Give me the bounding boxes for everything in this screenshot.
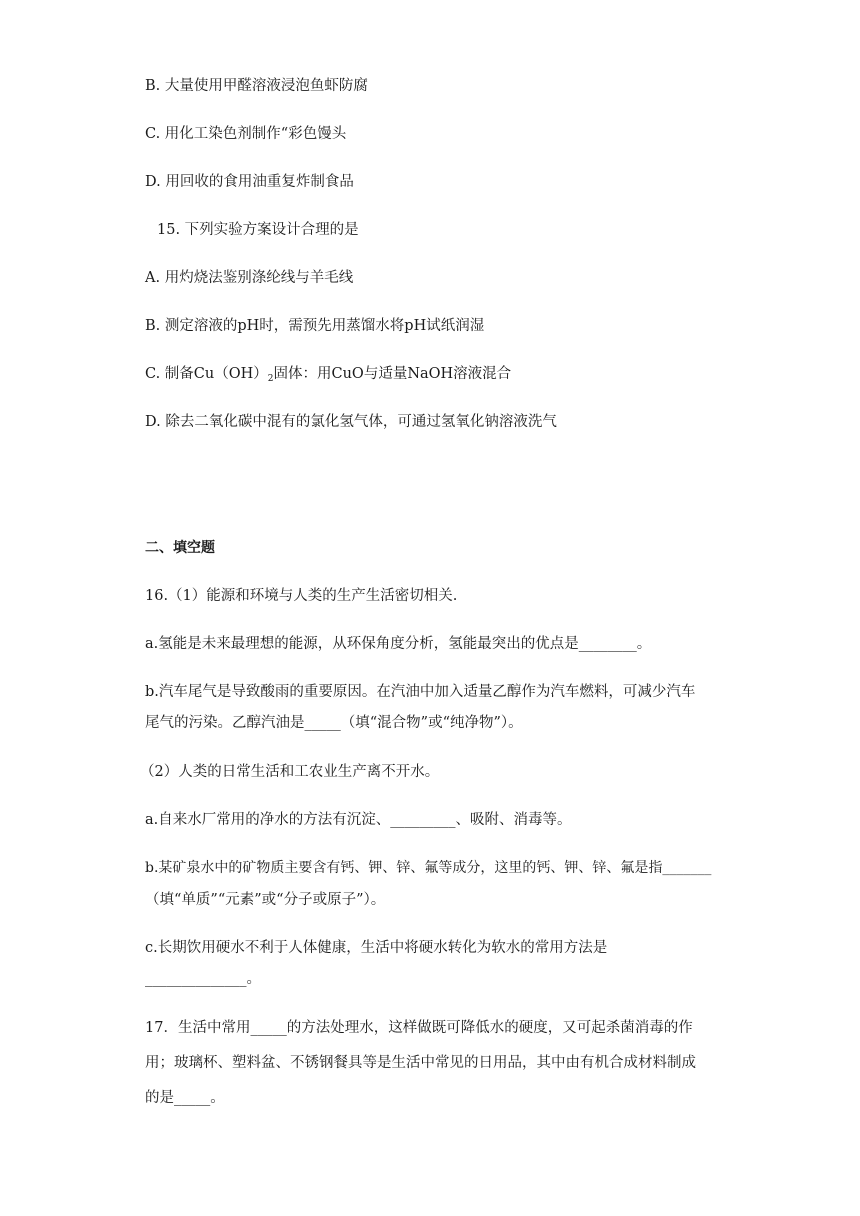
q15-option-c-text-1: C. 制备Cu（OH） (145, 366, 268, 382)
q15-option-a: A. 用灼烧法鉴别涤纶线与羊毛线 (145, 270, 354, 286)
q16-part1-a: a.氢能是未来最理想的能源，从环保角度分析，氢能最突出的优点是________。 (145, 636, 652, 652)
q17-line2: 用；玻璃杯、塑料盆、不锈钢餐具等是生活中常见的日用品，其中由有机合成材料制成 (145, 1055, 696, 1071)
q16-part2: （2）人类的日常生活和工农业生产离不开水。 (140, 764, 440, 780)
q16-part1-b-line2: 尾气的污染。乙醇汽油是_____（填“混合物”或“纯净物”）。 (145, 715, 523, 731)
q15-option-c-text-2: 固体：用CuO与适量NaOH溶液混合 (273, 366, 512, 382)
q15-option-c (145, 364, 725, 389)
q14-option-b: B. 大量使用甲醛溶液浸泡鱼虾防腐 (145, 78, 368, 94)
section-heading: 二、填空题 (145, 540, 215, 556)
q14-option-c: C. 用化工染色剂制作“彩色馒头 (145, 126, 347, 142)
q15-stem: 15. 下列实验方案设计合理的是 (157, 222, 359, 238)
subscript: 2 (267, 374, 274, 384)
q16-part2-a: a.自来水厂常用的净水的方法有沉淀、_________、吸附、消毒等。 (145, 812, 572, 828)
q16-part2-b-line1: b.某矿泉水中的矿物质主要含有钙、钾、锌、氟等成分，这里的钙、钾、锌、氟是指_______ (145, 860, 712, 876)
q16-part2-b-line2: （填“单质”“元素”或“分子或原子”）。 (145, 892, 386, 908)
q14-option-d: D. 用回收的食用油重复炸制食品 (145, 174, 354, 190)
q15-option-b: B. 测定溶液的pH时，需预先用蒸馏水将pH试纸润湿 (145, 318, 485, 334)
q16-part2-c-line1: c.长期饮用硬水不利于人体健康，生活中将硬水转化为软水的常用方法是 (145, 940, 608, 956)
q17-line3: 的是_____。 (145, 1090, 225, 1106)
q17-line1: 17．生活中常用_____的方法处理水，这样做既可降低水的硬度，又可起杀菌消毒的作 (145, 1020, 693, 1036)
q16-part1-b-line1: b.汽车尾气是导致酸雨的重要原因。在汽油中加入适量乙醇作为汽车燃料，可减少汽车 (145, 684, 696, 700)
q15-option-d: D. 除去二氧化碳中混有的氯化氢气体，可通过氢氧化钠溶液洗气 (145, 414, 557, 430)
q16-part1: 16.（1）能源和环境与人类的生产生活密切相关. (145, 588, 458, 604)
q16-part2-c-line2: ______________。 (145, 971, 261, 987)
